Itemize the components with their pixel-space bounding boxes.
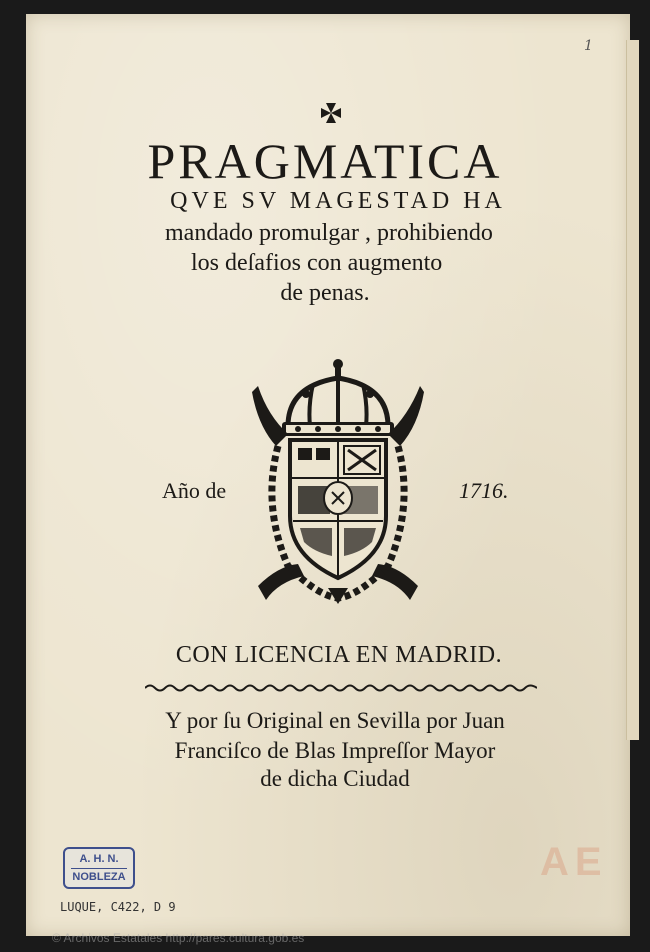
shelfmark: LUQUE, C422, D 9 — [60, 900, 176, 914]
maltese-cross-icon — [320, 102, 342, 124]
imprint-line: Y por ſu Original en Sevilla por Juan — [165, 708, 505, 733]
stamp-line: NOBLEZA — [72, 871, 126, 883]
document-subtitle: QVE SV MAGESTAD HA — [170, 188, 506, 214]
year-value: 1716. — [459, 478, 509, 503]
license-line: CON LICENCIA EN MADRID. — [175, 642, 503, 668]
ornamental-rule — [145, 683, 537, 693]
archive-logo-watermark: AE — [540, 840, 608, 884]
body-line: mandado promulgar , prohibiendo — [165, 220, 493, 246]
year-label: Año de — [162, 478, 227, 503]
body-line: los deſafios con augmento — [191, 250, 443, 276]
imprint-line: de dicha Ciudad — [260, 766, 410, 791]
stamp-line: A. H. N. — [71, 851, 127, 869]
coat-of-arms-icon — [248, 356, 428, 606]
watermark-text: © Archivos Estatales http://pares.cultura.gob.es — [52, 931, 305, 945]
archive-stamp — [63, 847, 135, 889]
body-line: de penas. — [280, 280, 370, 306]
document-title: PRAGMATICA — [147, 133, 503, 189]
imprint-line: Franciſco de Blas Impreſſor Mayor — [174, 738, 496, 763]
folio-mark: 1 — [584, 38, 593, 54]
